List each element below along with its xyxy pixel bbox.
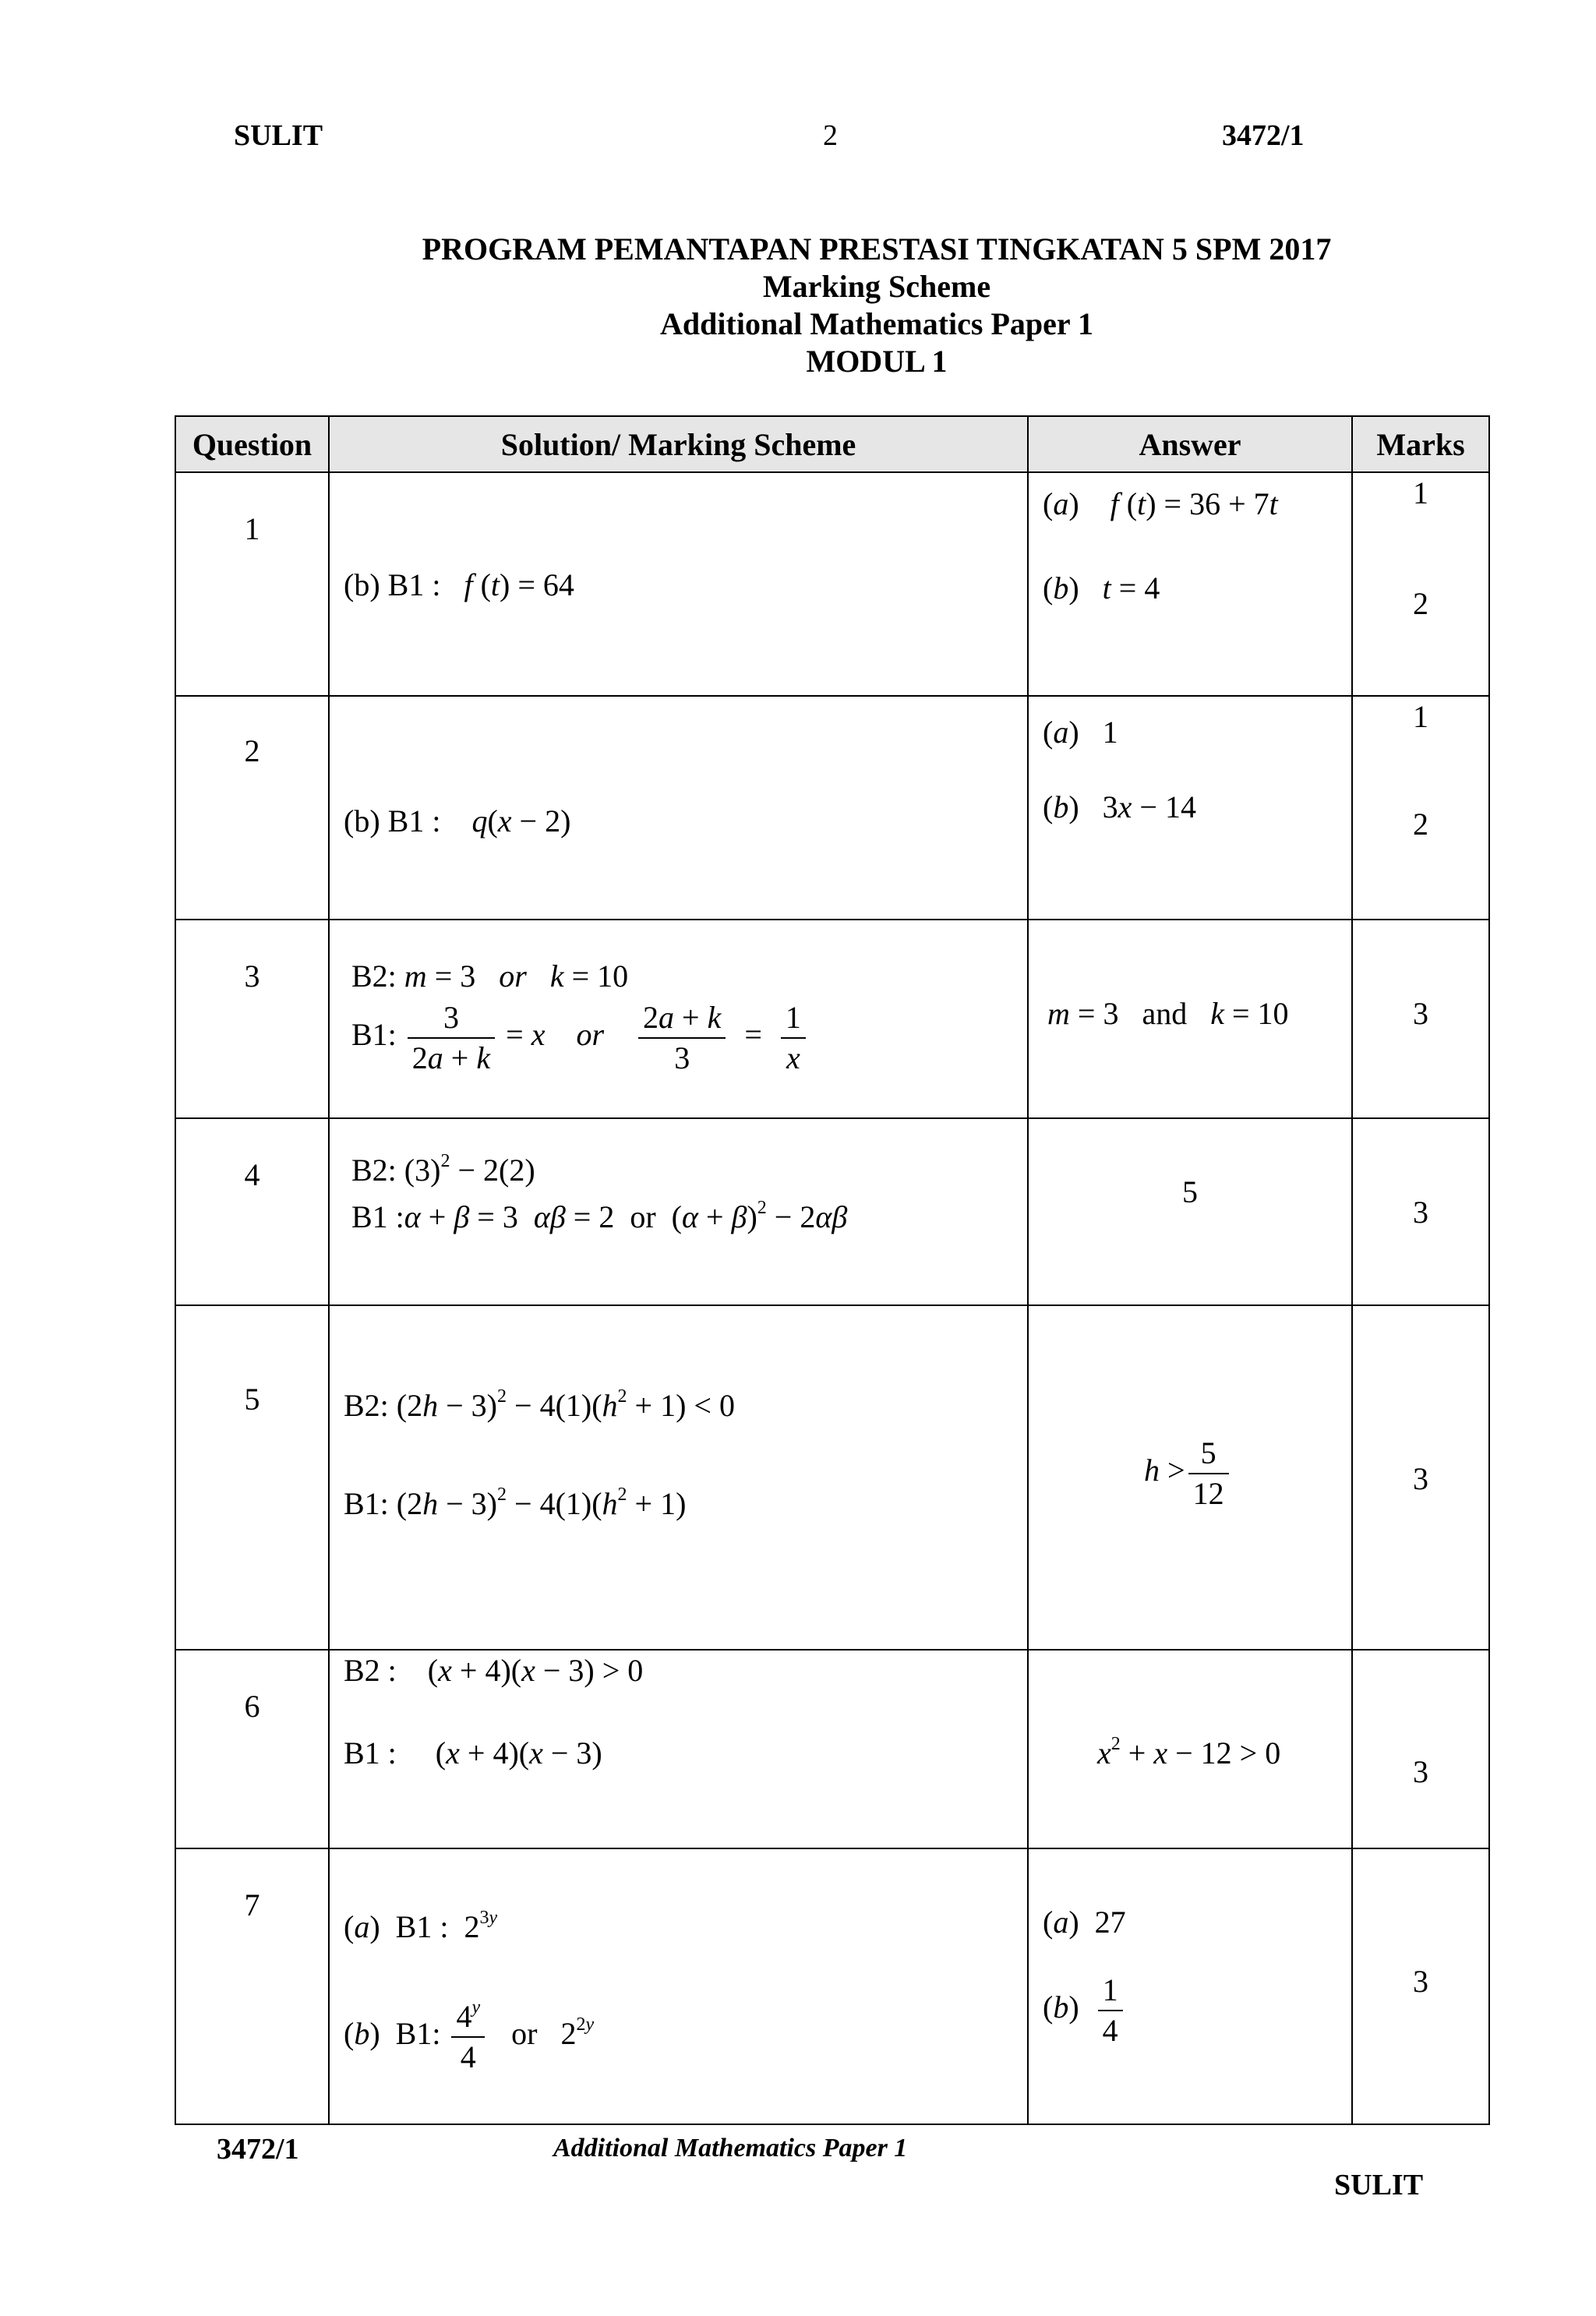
answer-value: h > $\frac{5}{12}$ xyxy=(1144,1434,1232,1513)
column-header-marks: Marks xyxy=(1352,416,1489,472)
question-number-cell xyxy=(175,1650,329,1848)
and-text: and xyxy=(1142,996,1188,1031)
header-confidential-label: SULIT xyxy=(234,119,323,152)
step-label: B1: xyxy=(344,1486,389,1521)
solution-line xyxy=(344,567,574,603)
solution-line xyxy=(344,803,570,839)
solution-cell xyxy=(329,920,1028,1118)
answer-value: m = 3 and k = 10 xyxy=(1047,996,1289,1031)
answer-cell xyxy=(1028,696,1352,920)
document-title: PROGRAM PEMANTAPAN PRESTASI TINGKATAN 5 SPM 2017 xyxy=(422,231,1332,267)
answer-value: t = 4 xyxy=(1102,570,1160,605)
question-number-cell xyxy=(175,920,329,1118)
table-row xyxy=(175,920,1489,1118)
answer-value: $x^2 + x - 12 > 0$ xyxy=(1097,1734,1281,1771)
marking-scheme-table xyxy=(175,415,1490,2125)
marks-cell xyxy=(1352,1305,1489,1650)
module-label: MODUL 1 xyxy=(806,344,948,379)
solution-line: B2: $(2h - 3)^2 - 4(1)(h^2 + 1) < 0$ xyxy=(344,1386,735,1423)
table-row xyxy=(175,472,1489,696)
question-number-cell xyxy=(175,1848,329,2124)
table-row xyxy=(175,1118,1489,1305)
or-text: or xyxy=(511,2016,538,2052)
page-number: 2 xyxy=(823,119,838,152)
question-number: 4 xyxy=(244,1157,260,1192)
step-label: B2 : xyxy=(344,1653,397,1688)
column-header-question: Question xyxy=(175,416,329,472)
answer-part-a: (a) f (t) = 36 + 7t xyxy=(1043,486,1278,521)
question-number-cell xyxy=(175,696,329,920)
answer-part-a: (a) 1 xyxy=(1043,715,1118,750)
solution-cell xyxy=(329,472,1028,696)
or-text: or xyxy=(576,1017,605,1053)
column-header-solution: Solution/ Marking Scheme xyxy=(329,416,1028,472)
solution-cell xyxy=(329,1118,1028,1305)
step-label: B2: xyxy=(344,1388,389,1423)
table-row xyxy=(175,1305,1489,1650)
marks-cell xyxy=(1352,1118,1489,1305)
solution-expression: q(x − 2) xyxy=(471,803,571,838)
marks-cell xyxy=(1352,696,1489,920)
footer-paper-title: Additional Mathematics Paper 1 xyxy=(553,2134,908,2162)
table-header-row xyxy=(175,416,1489,472)
solution-line: (a) B1 : $2^{3y}$ xyxy=(344,1908,498,1944)
solution-cell xyxy=(329,1650,1028,1848)
solution-line: B2 : (x + 4)(x − 3) > 0 xyxy=(344,1653,644,1688)
marks-value: 3 xyxy=(1413,1461,1428,1496)
fraction: $\frac{2a + k}{3}$ xyxy=(638,998,726,1078)
question-number: 7 xyxy=(244,1887,260,1922)
marks-value: 3 xyxy=(1413,1964,1428,1999)
answer-value: 1 xyxy=(1102,715,1118,750)
answer-value: 3x − 14 xyxy=(1102,789,1196,824)
question-number-cell xyxy=(175,472,329,696)
footer-paper-code: 3472/1 xyxy=(217,2133,299,2166)
table-row xyxy=(175,1650,1489,1848)
marks-value: 1 xyxy=(1413,475,1428,510)
answer-cell xyxy=(1028,920,1352,1118)
paper-name: Additional Mathematics Paper 1 xyxy=(660,306,1093,341)
solution-line: B1: $(2h - 3)^2 - 4(1)(h^2 + 1)$ xyxy=(344,1485,687,1521)
answer-part-b: (b) 3x − 14 xyxy=(1043,789,1196,824)
answer-cell xyxy=(1028,1305,1352,1650)
step-label: B1 : xyxy=(344,1735,397,1771)
step-label: (b) B1 : xyxy=(344,567,441,602)
answer-value: 27 xyxy=(1094,1905,1126,1940)
header-paper-code: 3472/1 xyxy=(1222,119,1305,152)
solution-expression: f (t) = 64 xyxy=(464,567,574,602)
answer-part-b: (b) $\frac{1}{4}$ xyxy=(1043,1971,1126,2050)
question-number: 3 xyxy=(244,959,260,994)
marks-value: 3 xyxy=(1413,1195,1428,1230)
solution-line: B1 :α + β = 3 αβ = 2 or $(\alpha + \beta)^2 - 2\alpha\beta$ xyxy=(351,1198,848,1234)
or-text: or xyxy=(499,959,527,994)
marks-value: 2 xyxy=(1413,807,1428,842)
marks-cell xyxy=(1352,472,1489,696)
solution-cell xyxy=(329,1305,1028,1650)
solution-cell xyxy=(329,696,1028,920)
footer-confidential-label: SULIT xyxy=(1334,2169,1424,2201)
solution-cell xyxy=(329,1848,1028,2124)
solution-line: B1 : (x + 4)(x − 3) xyxy=(344,1735,602,1771)
fraction: $\frac{4^y}{4}$ xyxy=(451,1997,485,2077)
answer-value: $\frac{1}{4}$ xyxy=(1098,1971,1123,2050)
question-number-cell xyxy=(175,1305,329,1650)
question-number-cell xyxy=(175,1118,329,1305)
answer-cell xyxy=(1028,1650,1352,1848)
column-header-answer: Answer xyxy=(1028,416,1352,472)
solution-line: (b) B1: $\frac{4^y}{4}$ or $2^{2y}$ xyxy=(344,1997,594,2077)
question-number: 1 xyxy=(244,511,260,546)
step-label: B1: xyxy=(351,1017,397,1053)
answer-cell xyxy=(1028,1118,1352,1305)
marks-value: 3 xyxy=(1413,996,1428,1031)
step-label: (b) B1 : xyxy=(344,803,441,838)
question-number: 6 xyxy=(244,1689,260,1724)
answer-cell xyxy=(1028,472,1352,696)
fraction: $\frac{3}{2a + k}$ xyxy=(408,998,495,1078)
marks-value: 1 xyxy=(1413,699,1428,734)
marks-value: 2 xyxy=(1413,586,1428,621)
table-row xyxy=(175,696,1489,920)
answer-cell xyxy=(1028,1848,1352,2124)
answer-part-b: (b) t = 4 xyxy=(1043,570,1160,605)
step-label: B2: xyxy=(351,1153,397,1188)
table-row xyxy=(175,1848,1489,2124)
marks-cell xyxy=(1352,1848,1489,2124)
marks-cell xyxy=(1352,1650,1489,1848)
answer-value: f (t) = 36 + 7t xyxy=(1110,486,1278,521)
answer-part-a: (a) 27 xyxy=(1043,1905,1126,1940)
solution-line: B2: $(3)^2 - 2(2)$ xyxy=(351,1151,535,1188)
answer-value: 5 xyxy=(1182,1174,1198,1209)
question-number: 2 xyxy=(244,733,260,768)
solution-line: B2: m = 3 or k = 10 xyxy=(351,959,629,994)
step-label: B2: xyxy=(351,959,397,994)
fraction: $\frac{1}{x}$ xyxy=(781,998,806,1078)
marks-cell xyxy=(1352,920,1489,1118)
solution-line: B1: $\frac{3}{2a + k}$ = x or $\frac{2a + k}{3}$ = $\frac{1}{x}$ xyxy=(351,998,809,1078)
document-subtitle: Marking Scheme xyxy=(762,269,991,304)
marks-value: 3 xyxy=(1413,1754,1428,1789)
question-number: 5 xyxy=(244,1382,260,1417)
